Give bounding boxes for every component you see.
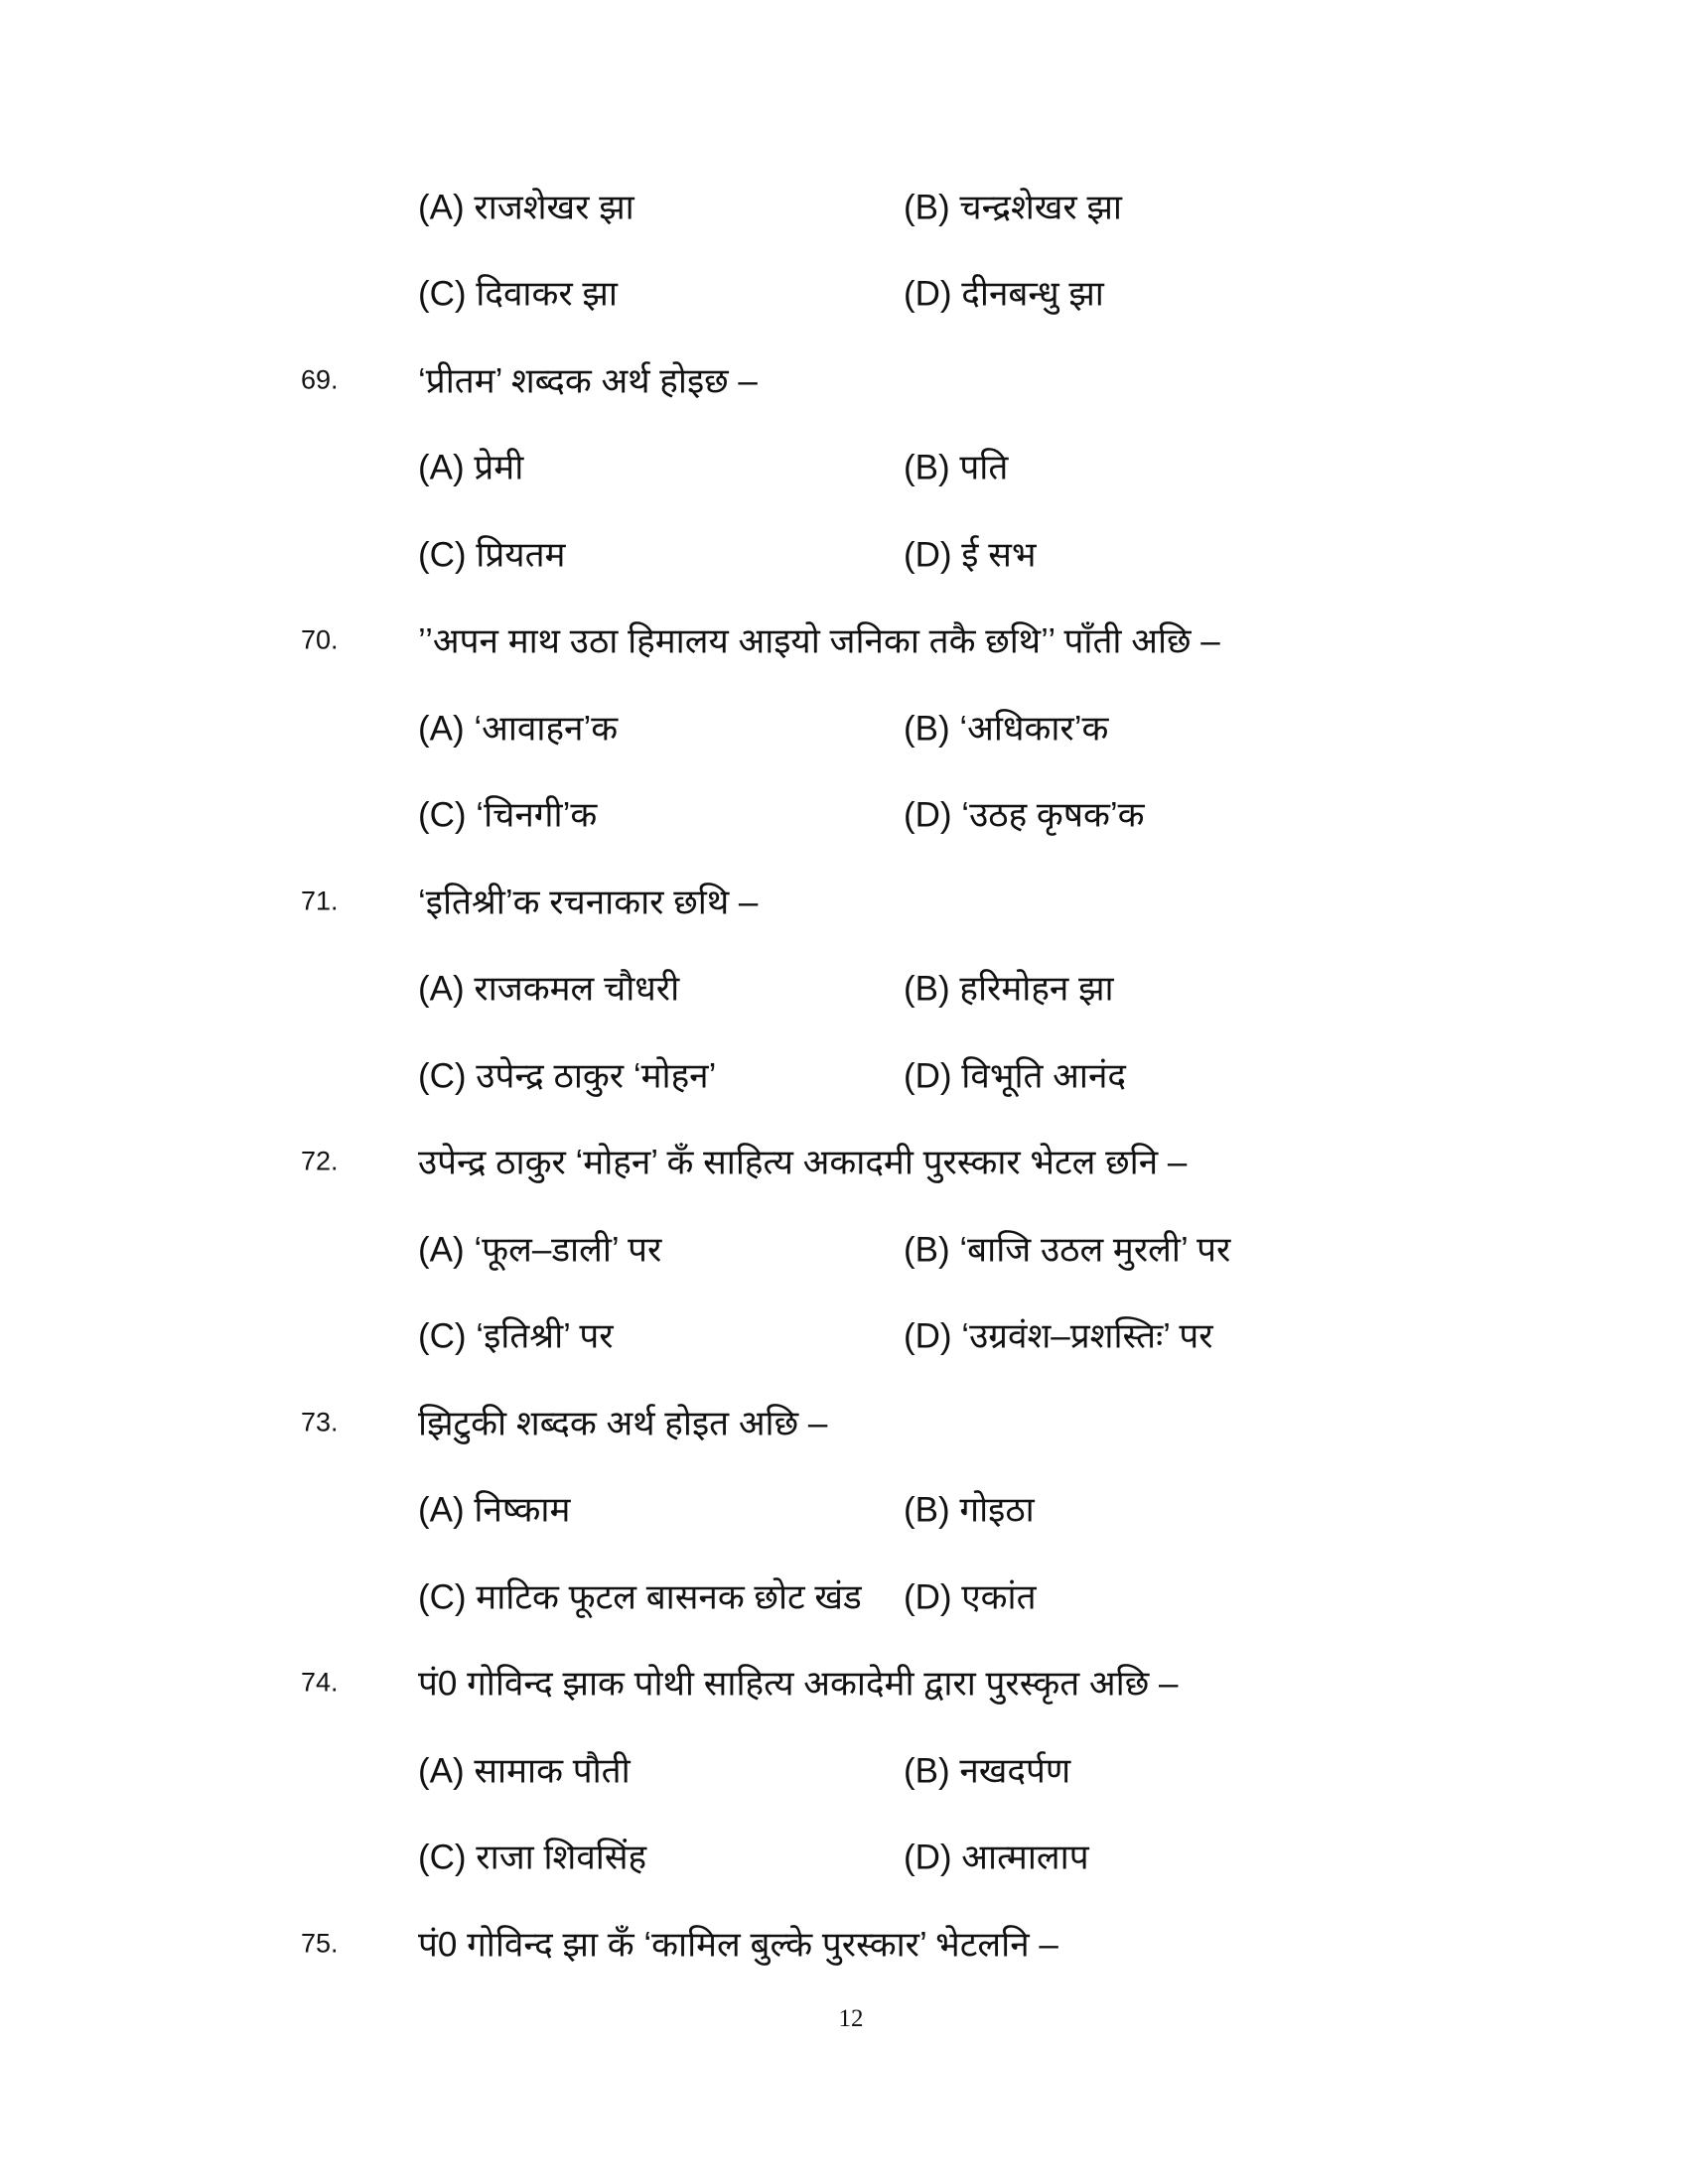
option-row: [0, 945, 1688, 1032]
option-c: (C) दिवाकर झा: [418, 274, 618, 314]
option-c: (C) माटिक फूटल बासनक छोट खंड: [418, 1577, 862, 1617]
question-number: 75.: [301, 1928, 339, 1959]
option-b: (B) नखदर्पण: [904, 1751, 1071, 1791]
option-a: (A) ‘फूल–डाली’ पर: [418, 1230, 662, 1270]
option-d: (D) विभूति आनंद: [904, 1056, 1126, 1096]
question-row: [0, 598, 1688, 685]
question-text: पं0 गोविन्द झाक पोथी साहित्य अकादेमी द्वारा पुरस्कृत अछि –: [418, 1664, 1179, 1704]
question-text: उपेन्द्र ठाकुर ‘मोहन’ कँ साहित्य अकादमी पुरस्कार भेटल छनि –: [418, 1143, 1188, 1182]
question-row: [0, 1900, 1688, 1987]
question-text: पं0 गोविन्द झा कँ ‘कामिल बुल्के पुरस्कार’ भेटलनि –: [418, 1925, 1058, 1965]
question-text: ‘प्रीतम’ शब्दक अर्थ होइछ –: [418, 361, 758, 401]
option-row: [0, 1031, 1688, 1119]
question-row: [0, 337, 1688, 424]
option-c: (C) प्रियतम: [418, 535, 566, 575]
question-number: 71.: [301, 886, 339, 916]
option-d: (D) ई सभ: [904, 535, 1037, 575]
question-number: 73.: [301, 1407, 339, 1437]
option-row: [0, 1466, 1688, 1554]
option-d: (D) एकांत: [904, 1577, 1037, 1617]
question-number: 69.: [301, 364, 339, 395]
option-a: (A) राजशेखर झा: [418, 188, 634, 227]
question-row: [0, 1640, 1688, 1727]
question-number: 72.: [301, 1146, 339, 1176]
question-page: [0, 163, 1688, 1987]
question-text: ’’अपन माथ उठा हिमालय आइयो जनिका तकै छथि’’ पाँती अछि –: [418, 621, 1220, 661]
option-a: (A) ‘आवाहन’क: [418, 709, 619, 749]
option-row: [0, 510, 1688, 598]
option-b: (B) हरिमोहन झा: [904, 969, 1114, 1009]
option-row: [0, 250, 1688, 338]
option-b: (B) ‘अधिकार’क: [904, 709, 1109, 749]
page-number: 12: [838, 2005, 864, 2032]
question-text: झिटुकी शब्दक अर्थ होइत अछि –: [418, 1404, 828, 1443]
question-number: 74.: [301, 1667, 339, 1698]
question-row: [0, 1379, 1688, 1466]
option-row: [0, 1553, 1688, 1640]
option-c: (C) ‘चिनगी’क: [418, 795, 598, 835]
option-d: (D) दीनबन्धु झा: [904, 274, 1104, 314]
option-d: (D) आत्मालाप: [904, 1838, 1089, 1877]
option-b: (B) गोइठा: [904, 1490, 1035, 1530]
option-a: (A) निष्काम: [418, 1490, 571, 1530]
option-b: (B) ‘बाजि उठल मुरली’ पर: [904, 1230, 1231, 1270]
option-c: (C) उपेन्द्र ठाकुर ‘मोहन’: [418, 1056, 717, 1096]
option-a: (A) प्रेमी: [418, 448, 524, 487]
option-row: [0, 1293, 1688, 1380]
option-a: (A) सामाक पौती: [418, 1751, 631, 1791]
question-number: 70.: [301, 624, 339, 655]
option-row: [0, 424, 1688, 511]
option-b: (B) पति: [904, 448, 1009, 487]
option-row: [0, 163, 1688, 250]
option-row: [0, 1726, 1688, 1814]
question-text: ‘इतिश्री’क रचनाकार छथि –: [418, 883, 759, 922]
option-d: (D) ‘उठह कृषक’क: [904, 795, 1145, 835]
option-b: (B) चन्द्रशेखर झा: [904, 188, 1122, 227]
question-row: [0, 858, 1688, 945]
option-c: (C) ‘इतिश्री’ पर: [418, 1316, 614, 1356]
option-c: (C) राजा शिवसिंह: [418, 1838, 647, 1877]
option-row: [0, 771, 1688, 859]
option-a: (A) राजकमल चौधरी: [418, 969, 680, 1009]
question-row: [0, 1119, 1688, 1206]
option-row: [0, 1814, 1688, 1901]
option-row: [0, 684, 1688, 771]
option-d: (D) ‘उग्रवंश–प्रशस्तिः’ पर: [904, 1316, 1213, 1356]
option-row: [0, 1205, 1688, 1293]
